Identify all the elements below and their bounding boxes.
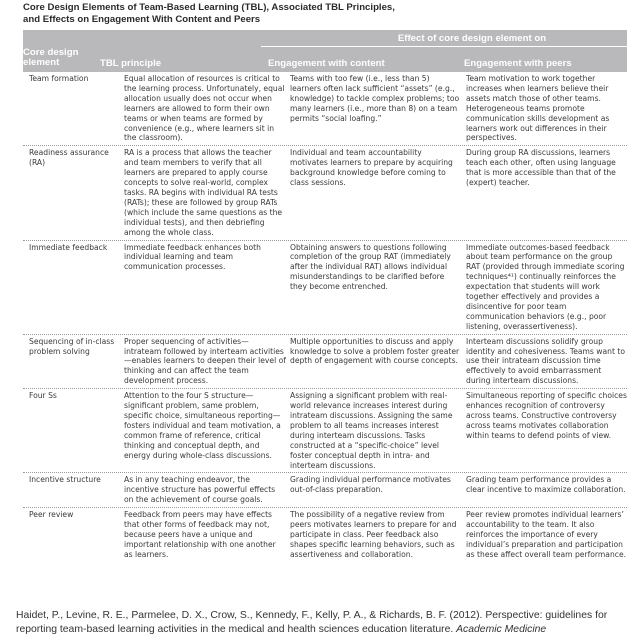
column-header-peers: Engagement with peers <box>464 58 572 69</box>
cell-content: Individual and team accountability motivates learners to prepare by acquiring background knowledge before coming to class sessions. <box>290 148 453 188</box>
spanning-header: Effect of core design element on <box>397 33 547 44</box>
cell-peers: Simultaneous reporting of specific choices enhances recognition of controversy across teams. Constructive controversy across teams motivates collaboration within teams to defend points of view. <box>466 391 627 440</box>
cell-content: The possibility of a negative review from peers motivates learners to prepare for and participate in class. Peer feedback also shapes specific learning behaviors, such as assertiveness and collaboration. <box>290 510 457 559</box>
cell-content: Teams with too few (i.e., less than 5) learners often lack sufficient “assets” (e.g., knowledge) to tackle complex problems; too many learners (i.e., more than 8) on a team permits “social loafing.” <box>290 74 460 123</box>
cell-principle: RA is a process that allows the teacher and team members to verify that all learners are prepared to apply course concepts to solve real-world, complex tasks. RA begins with individual RA tests (RATs); these are followed by group RATs (which include the same questions as the individual tests), and then debriefing among the whole class. <box>124 148 283 237</box>
cell-principle: As in any teaching endeavor, the incentive structure has powerful effects on the achievement of course goals. <box>124 475 276 505</box>
table-title-line-2: and Effects on Engagement With Content and Peers <box>23 13 261 25</box>
cell-principle: Immediate feedback enhances both individual learning and team communication processes. <box>124 242 261 272</box>
cell-element: Peer review <box>29 510 74 520</box>
cell-element: Immediate feedback <box>29 242 108 252</box>
cell-peers: Grading team performance provides a clear incentive to maximize collaboration. <box>466 475 626 495</box>
citation-text: Haidet, P., Levine, R. E., Parmelee, D. X., Crow, S., Kennedy, F., Kelly, P. A., & Richards, B. F. (2012). Perspective: guidelines for reporting team-based learning activities in the medical and health sciences education literature. <box>16 610 608 635</box>
cell-element: Four Ss <box>29 391 57 401</box>
citation <box>16 609 640 637</box>
table-title <box>23 2 443 25</box>
column-header-element: Core design element <box>23 47 79 68</box>
cell-peers: Immediate outcomes-based feedback about team performance on the group RAT (provided through immediate scoring techniques⁴¹) continually reinforces the expectation that students will work together effectively and provides a disincentive for poor team communication behaviors (e.g., poor listening, overassertiveness). <box>466 242 625 331</box>
cell-principle: Attention to the four S structure—significant problem, same problem, specific choice, simultaneous reporting—fosters individual and team motivation, a common frame of reference, critical thinking and conceptual depth, and energy during whole-class discussions. <box>124 391 281 460</box>
table-title-line-1: Core Design Elements of Team-Based Learning (TBL), Associated TBL Principles, <box>23 2 395 13</box>
cell-peers: Team motivation to work together increases when learners believe their assets match those of other teams. Heterogeneous teams promote communication skills development as learners work out differences in their perspectives. <box>466 74 610 143</box>
citation-journal: Academic Medicine <box>456 624 547 635</box>
column-header-content: Engagement with content <box>268 58 385 69</box>
cell-peers: Peer review promotes individual learners’ accountability to the team. It also reinforces the importance of every individual’s preparation and participation as these affect overall team performance. <box>466 510 627 559</box>
spanning-header-rule <box>261 46 627 47</box>
cell-peers: During group RA discussions, learners teach each other, often using language that is more accessible than that of the (expert) teacher. <box>466 148 616 188</box>
table-row <box>23 473 627 508</box>
cell-content: Obtaining answers to questions following completion of the group RAT (immediately after the individual RAT) allows individual misunderstandings to be clarified before they become entrenched. <box>290 242 451 292</box>
table-header <box>23 30 627 72</box>
table-row <box>23 241 627 335</box>
cell-element: Incentive structure <box>29 475 101 485</box>
cell-peers: Interteam discussions solidify group identity and cohesiveness. Teams want to use their intrateam discussion time effectively to avoid embarrassment during interteam discussions. <box>466 336 625 386</box>
cell-principle: Equal allocation of resources is critical to the learning process. Unfortunately, equal allocation usually does not occur when learners are allowed to form their own teams or when teams are formed by convenience (e.g., where learners sit in the classroom). <box>124 74 285 143</box>
cell-element: Sequencing of in-class problem solving <box>29 336 115 356</box>
cell-element: Readiness assurance (RA) <box>29 148 109 168</box>
cell-principle: Feedback from peers may have effects that other forms of feedback may not, because peers have a unique and important relationship with one another as learners. <box>124 510 276 559</box>
cell-principle: Proper sequencing of activities—intrateam followed by interteam activities—enables learners to deepen their level of thinking and can affect the team development process. <box>124 336 286 386</box>
cell-content: Multiple opportunities to discuss and apply knowledge to solve a problem foster greater depth of engagement with course concepts. <box>290 336 460 366</box>
table-row <box>23 508 627 562</box>
cell-content: Grading individual performance motivates out-of-class preparation. <box>290 475 451 495</box>
tbl-elements-table <box>23 30 627 562</box>
table-row <box>23 72 627 146</box>
cell-content: Assigning a significant problem with real-world relevance increases interest during intrateam discussions. Assigning the same problem to all teams increases interest during interteam discussions. Tasks constructed at a “specific-choice” level foster conceptual depth in intra- and interteam discussions. <box>290 391 453 470</box>
table-row <box>23 146 627 240</box>
table-row <box>23 335 627 390</box>
table-row <box>23 389 627 473</box>
column-header-principle: TBL principle <box>100 58 162 69</box>
cell-element: Team formation <box>29 74 89 83</box>
